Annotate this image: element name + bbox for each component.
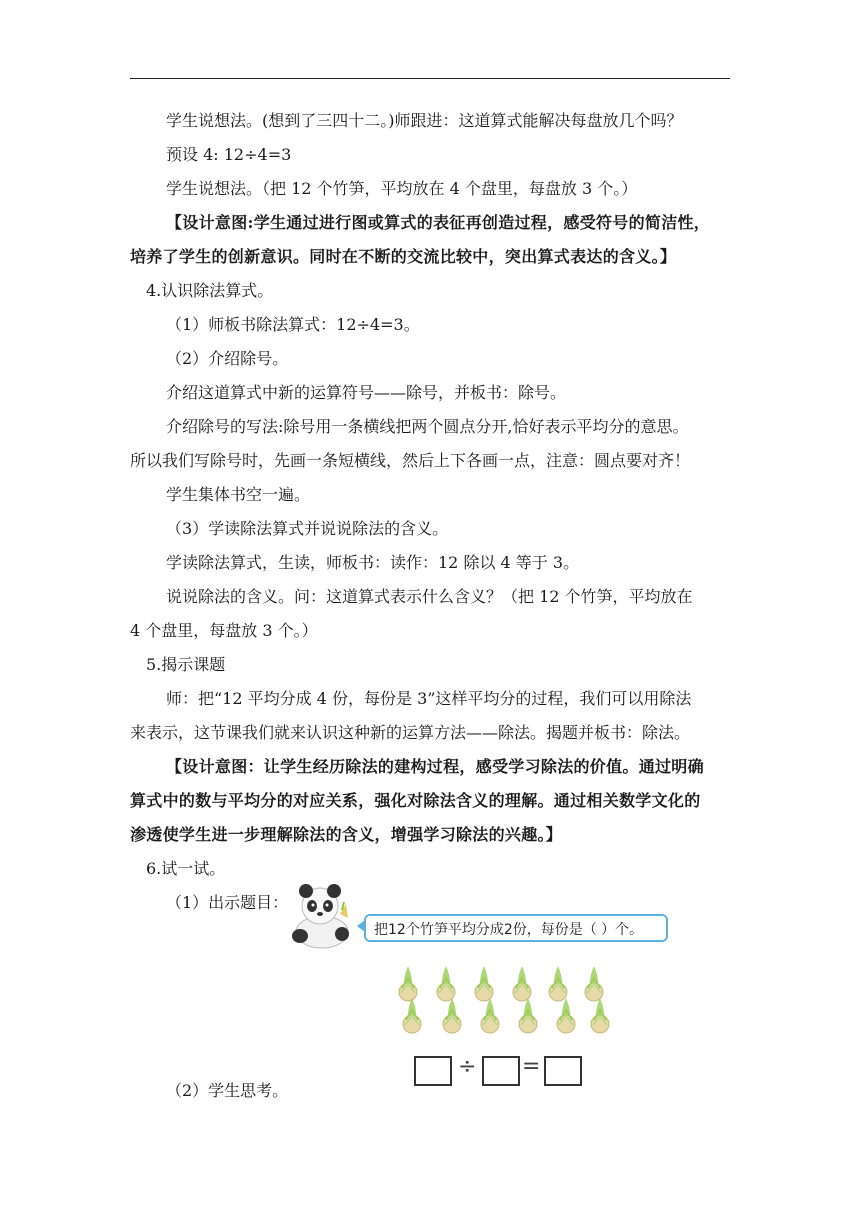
bamboo-shoot-icon: [437, 966, 455, 1001]
design-intent-line: 渗透使学生进一步理解除法的含义，增强学习除法的兴趣。】: [130, 825, 563, 844]
text-line: 介绍这道算式中新的运算符号——除号，并板书：除号。: [166, 383, 567, 402]
design-intent-line: 【设计意图：让学生经历除法的建构过程，感受学习除法的价值。通过明确: [166, 757, 704, 776]
bamboo-shoot-icon: [591, 998, 609, 1033]
header-rule: [130, 78, 730, 79]
text-line: 所以我们写除号时，先画一条短横线，然后上下各画一点，注意：圆点要对齐！: [130, 451, 691, 470]
text-line: 学生说想法。(想到了三四十二。)师跟进：这道算式能解决每盘放几个吗？: [166, 111, 683, 130]
bamboo-shoot-icon: [399, 966, 417, 1001]
text-line: （1）师板书除法算式：12÷4=3。: [166, 315, 420, 334]
text-line: （1）出示题目：: [166, 893, 289, 912]
design-intent-line: 【设计意图:学生通过进行图或算式的表征再创造过程，感受符号的简洁性，: [166, 213, 711, 232]
text-line: （3）学读除法算式并说说除法的含义。: [166, 519, 449, 538]
panda-icon: [286, 884, 358, 950]
bamboo-shoot-icon: [513, 966, 531, 1001]
answer-box[interactable]: [482, 1056, 520, 1086]
text-line: 学读除法算式，生读，师板书：读作：12 除以 4 等于 3。: [166, 553, 580, 572]
bamboo-shoot-icon: [557, 998, 575, 1033]
text-line: 学生说想法。（把 12 个竹笋，平均放在 4 个盘里，每盘放 3 个。）: [166, 179, 638, 198]
section-heading: 5.揭示课题: [146, 655, 226, 674]
speech-bubble: 把12个竹笋平均分成2份，每份是（ ）个。: [364, 914, 668, 942]
bamboo-shoot-icon: [585, 966, 603, 1001]
text-line: 介绍除号的写法:除号用一条横线把两个圆点分开,恰好表示平均分的意思。: [166, 417, 689, 436]
text-line: 预设 4: 12÷4=3: [166, 145, 292, 164]
section-heading: 4.认识除法算式。: [146, 281, 274, 300]
text-line: 来表示，这节课我们就来认识这种新的运算方法——除法。揭题并板书：除法。: [130, 723, 691, 742]
section-heading: 6.试一试。: [146, 859, 226, 878]
text-line: 师：把“12 平均分成 4 份，每份是 3”这样平均分的过程，我们可以用除法: [166, 689, 692, 708]
text-line: 说说除法的含义。问：这道算式表示什么含义？（把 12 个竹笋，平均放在: [166, 587, 693, 606]
equals-sign: =: [522, 1054, 541, 1079]
bamboo-shoot-icon: [403, 998, 421, 1033]
bamboo-shoot-icon: [519, 998, 537, 1033]
text-line: 学生集体书空一遍。: [166, 485, 311, 504]
text-line: （2）介绍除号。: [166, 349, 289, 368]
division-sign: ÷: [458, 1054, 477, 1079]
text-line: 4 个盘里，每盘放 3 个。）: [130, 621, 318, 640]
bamboo-shoot-icon: [549, 966, 567, 1001]
answer-box[interactable]: [544, 1056, 582, 1086]
design-intent-line: 培养了学生的创新意识。同时在不断的交流比较中，突出算式表达的含义。】: [130, 247, 677, 266]
bamboo-shoot-icon: [443, 998, 461, 1033]
bamboo-shoot-icon: [481, 998, 499, 1033]
bamboo-shoots-group: [396, 962, 616, 1042]
text-line: （2）学生思考。: [166, 1081, 289, 1100]
design-intent-line: 算式中的数与平均分的对应关系，强化对除法含义的理解。通过相关数学文化的: [130, 791, 701, 810]
bamboo-shoot-icon: [475, 966, 493, 1001]
answer-box[interactable]: [414, 1056, 452, 1086]
